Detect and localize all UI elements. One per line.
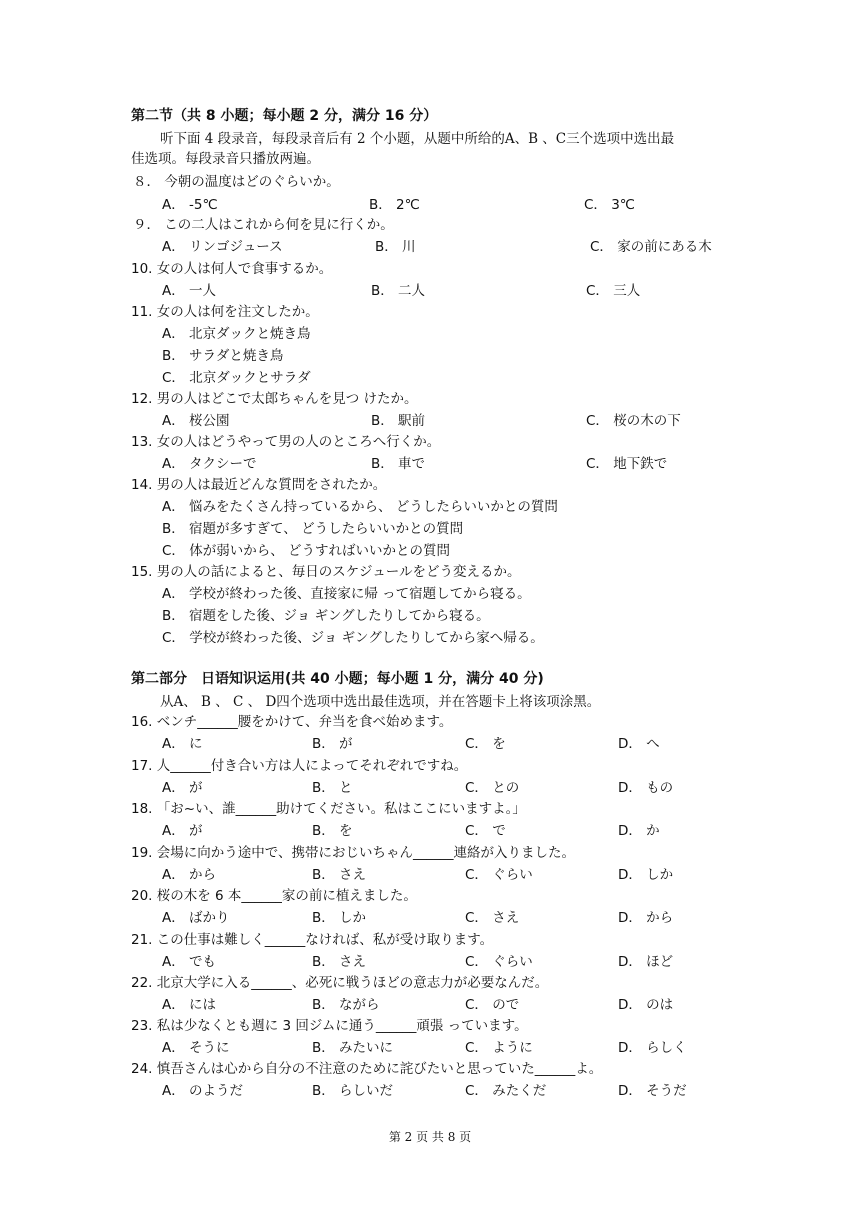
option-a: A． リンゴジュース <box>162 239 283 255</box>
option-b: B． 宿題をした後、ジョ ギングしたりしてから寝る。 <box>162 608 490 624</box>
option-a: A． -5℃ <box>162 197 218 213</box>
question-stem: 13. 女の人はどうやって男の人のところへ行くか。 <box>131 434 441 450</box>
question-stem: 11. 女の人は何を注文したか。 <box>131 304 319 320</box>
question-stem: 14. 男の人は最近どんな質問をされたか。 <box>131 477 387 493</box>
option-d: D． ほど <box>618 954 674 970</box>
option-d: D． のは <box>618 997 674 1013</box>
option-c: C． ぐらい <box>465 867 533 883</box>
question-stem: 22. 北京大学に入る______、必死に戦うほどの意志力が必要なんだ。 <box>131 975 549 991</box>
option-b: B． 車で <box>371 456 426 472</box>
option-c: C． で <box>465 823 506 839</box>
question-stem: 20. 桜の木を 6 本______家の前に植えました。 <box>131 888 417 904</box>
option-d: D． から <box>618 910 674 926</box>
option-d: D． か <box>618 823 660 839</box>
option-b: B． 2℃ <box>369 197 420 213</box>
option-b: B． しか <box>312 910 367 926</box>
option-d: D． もの <box>618 780 674 796</box>
question-stem: 17. 人______付き合い方は人によってそれぞれですね。 <box>131 758 468 774</box>
option-a: A． のようだ <box>162 1083 244 1099</box>
option-d: D． しか <box>618 867 674 883</box>
option-c: C． 3℃ <box>584 197 635 213</box>
option-c: C． さえ <box>465 910 520 926</box>
option-b: B． を <box>312 823 353 839</box>
part-instructions: 从A、 B 、 C 、 D四个选项中选出最佳选项，并在答题卡上将该项涂黑。 <box>160 694 601 710</box>
option-c: C． 桜の木の下 <box>586 413 681 429</box>
option-b: B． が <box>312 736 353 752</box>
option-b: B． ながら <box>312 997 380 1013</box>
option-b: B． と <box>312 780 353 796</box>
question-stem: 12. 男の人はどこで太郎ちゃんを見つ けたか。 <box>131 391 418 407</box>
option-b: B． さえ <box>312 867 367 883</box>
option-d: D． らしく <box>618 1040 687 1056</box>
option-a: A． 桜公園 <box>162 413 230 429</box>
option-a: A． が <box>162 823 203 839</box>
section-instructions: 佳选项。每段录音只播放两遍。 <box>131 151 320 167</box>
option-b: B． 川 <box>375 239 416 255</box>
question-stem: 21. この仕事は難しく______なければ、私が受け取ります。 <box>131 932 494 948</box>
option-c: C． ぐらい <box>465 954 533 970</box>
option-a: A． には <box>162 997 217 1013</box>
option-c: C． 家の前にある木 <box>590 239 712 255</box>
option-c: C． を <box>465 736 506 752</box>
option-b: B． 二人 <box>371 283 426 299</box>
option-a: A． そうに <box>162 1040 230 1056</box>
option-a: A． でも <box>162 954 217 970</box>
option-a: A． から <box>162 867 217 883</box>
option-c: C． みたくだ <box>465 1083 547 1099</box>
option-b: B． サラダと焼き鳥 <box>162 348 284 364</box>
option-c: C． 地下鉄で <box>586 456 668 472</box>
question-stem: 19. 会場に向かう途中で、携帯におじいちゃん______連絡が入りました。 <box>131 845 575 861</box>
question-stem: ９． この二人はこれから何を見に行くか。 <box>133 217 394 233</box>
part-heading: 第二部分 日语知识运用(共 40 小题；每小题 1 分，满分 40 分) <box>131 671 544 687</box>
option-b: B． らしいだ <box>312 1083 394 1099</box>
option-c: C． ように <box>465 1040 533 1056</box>
question-stem: ８． 今朝の温度はどのぐらいか。 <box>133 174 340 190</box>
option-c: C． 北京ダックとサラダ <box>162 370 311 386</box>
option-c: C． 体が弱いから、 どうすればいいかとの質問 <box>162 543 451 559</box>
question-stem: 23. 私は少なくとも週に 3 回ジムに通う______頑張 っています。 <box>131 1018 528 1034</box>
option-b: B． 宿題が多すぎて、 どうしたらいいかとの質問 <box>162 521 464 537</box>
option-a: A． ばかり <box>162 910 230 926</box>
option-d: D． へ <box>618 736 660 752</box>
page-footer: 第 2 页 共 8 页 <box>388 1130 472 1144</box>
option-c: C． 三人 <box>586 283 641 299</box>
option-b: B． さえ <box>312 954 367 970</box>
option-c: C． ので <box>465 997 520 1013</box>
option-a: A． に <box>162 736 203 752</box>
option-b: B． 駅前 <box>371 413 426 429</box>
question-stem: 15. 男の人の話によると、毎日のスケジュールをどう変えるか。 <box>131 564 521 580</box>
option-a: A． 学校が終わった後、直接家に帰 って宿題してから寝る。 <box>162 586 531 602</box>
question-stem: 16. ベンチ______腰をかけて、弁当を食べ始めます。 <box>131 714 453 730</box>
option-c: C． 学校が終わった後、ジョ ギングしたりしてから家へ帰る。 <box>162 630 544 646</box>
option-a: A． 悩みをたくさん持っているから、 どうしたらいいかとの質問 <box>162 499 558 515</box>
option-a: A． 北京ダックと焼き鳥 <box>162 326 311 342</box>
question-stem: 24. 慎吾さんは心から自分の不注意のために詫びたいと思っていた______よ。 <box>131 1061 603 1077</box>
option-a: A． が <box>162 780 203 796</box>
option-c: C． との <box>465 780 520 796</box>
option-d: D． そうだ <box>618 1083 687 1099</box>
option-a: A． 一人 <box>162 283 217 299</box>
option-b: B． みたいに <box>312 1040 394 1056</box>
section-heading: 第二节（共 8 小题；每小题 2 分，满分 16 分） <box>131 108 438 124</box>
question-stem: 10. 女の人は何人で食事するか。 <box>131 261 333 277</box>
section-instructions: 听下面 4 段录音，每段录音后有 2 个小题，从题中所给的A、B 、C三个选项中选出最 <box>160 131 675 147</box>
question-stem: 18. 「お~い、誰______助けてください。私はここにいますよ。」 <box>131 801 526 817</box>
option-a: A． タクシーで <box>162 456 257 472</box>
